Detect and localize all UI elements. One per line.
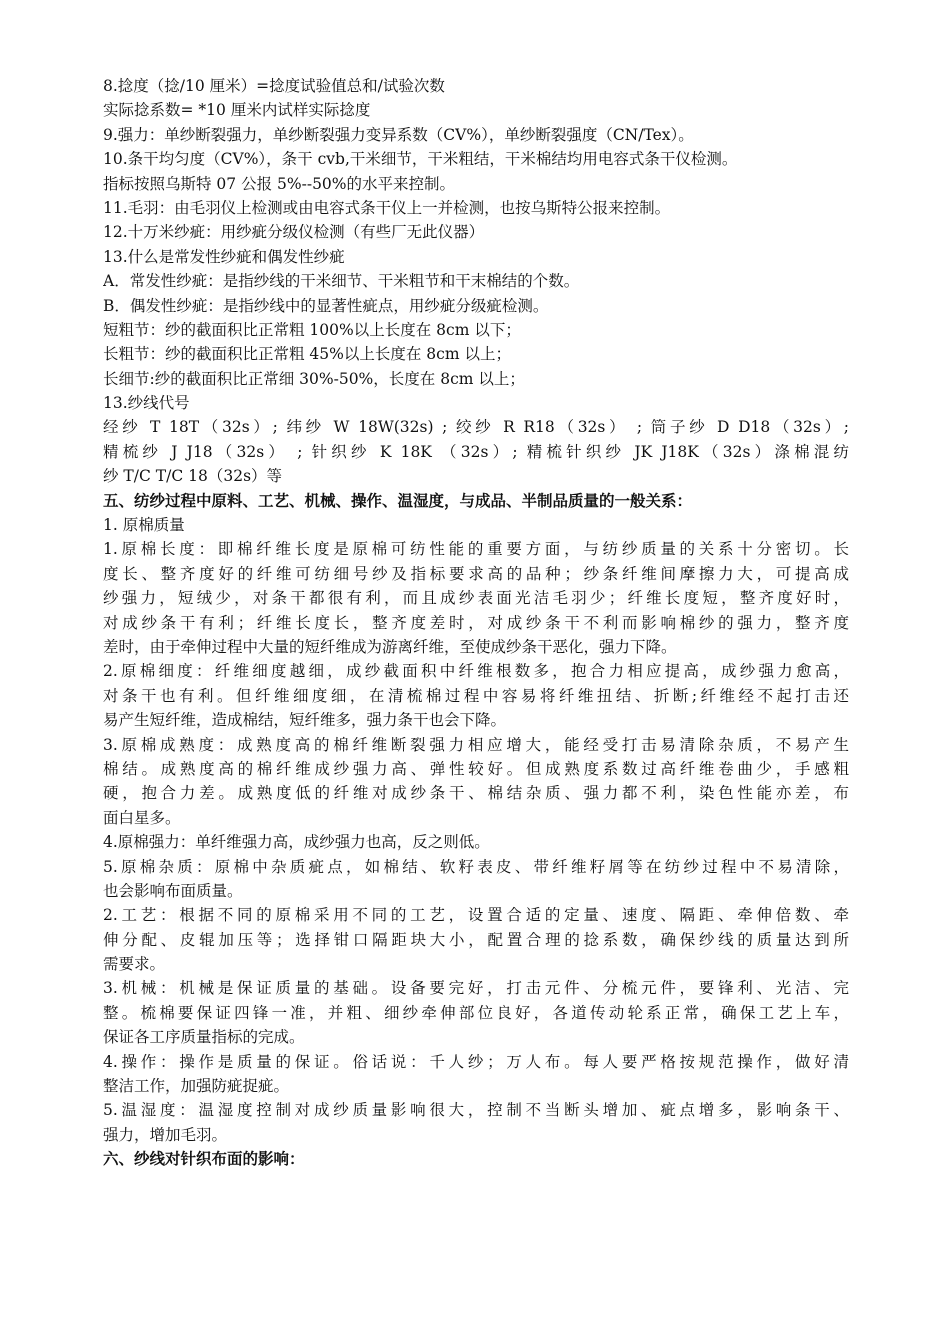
- text-line: 2.原棉细度：纤维细度越细，成纱截面积中纤维根数多，抱合力相应提高，成纱强力愈高，: [103, 662, 849, 681]
- text-line: 整洁工作，加强防疵捉疵。: [103, 1077, 290, 1096]
- text-line: 4.原棉强力：单纤维强力高，成纱强力也高，反之则低。: [103, 833, 490, 852]
- section-heading-5: 五、纺纱过程中原料、工艺、机械、操作、温湿度，与成品、半制品质量的一般关系：: [103, 490, 693, 510]
- paragraph-humidity: [103, 1098, 849, 1147]
- text-line: 易产生短纤维，造成棉结，短纤维多，强力条干也会下降。: [103, 711, 507, 730]
- text-line: 保证各工序质量指标的完成。: [103, 1028, 305, 1047]
- text-line: 5.原棉杂质：原棉中杂质疵点，如棉结、软籽表皮、带纤维籽屑等在纺纱过程中不易清除，: [103, 857, 849, 876]
- text-line: 面白星多。: [103, 808, 181, 827]
- text-line-evenness-cont: 指标按照乌斯特 07 公报 5%--50%的水平来控制。: [103, 174, 456, 193]
- text-line-fault-types-question: 13.什么是常发性纱疵和偶发性纱疵: [103, 247, 345, 266]
- text-line: 2.工艺：根据不同的原棉采用不同的工艺，设置合适的定量、速度、隔距、牵伸倍数、牵: [103, 906, 849, 925]
- text-line: 整。梳棉要保证四锋一准，并粗、细纱牵伸部位良好，各道传动轮系正常，确保工艺上车，: [103, 1003, 849, 1022]
- text-line-strength: 9.强力：单纱断裂强力，单纱断裂强力变异系数（CV%），单纱断裂强度（CN/Tex）。: [103, 125, 694, 144]
- list-top: [103, 74, 849, 415]
- text-line: 4.操作：操作是质量的保证。俗话说：千人纱；万人布。每人要严格按规范操作，做好清: [103, 1052, 849, 1071]
- text-line-twist-coefficient: 实际捻系数= *10 厘米内试样实际捻度: [103, 101, 371, 120]
- paragraph-yarn-codes: [103, 415, 849, 488]
- text-line: 对条干也有利。但纤维细度细，在清梳棉过程中容易将纤维扭结、折断;纤维经不起打击还: [103, 686, 849, 705]
- paragraph-operation: [103, 1050, 849, 1099]
- text-line-yarn-code-heading: 13.纱线代号: [103, 394, 190, 413]
- text-line: 硬，抱合力差。成熟度低的纤维对成纱条干、棉结杂质、强力都不利，染色性能亦差，布: [103, 784, 849, 803]
- subheading-raw-cotton-quality: 1. 原棉质量: [103, 516, 185, 535]
- text-line: 纱 T/C T/C 18（32s）等: [103, 467, 283, 486]
- text-line: 对成纱条干有利；纤维长度长，整齐度差时，对成纱条干不利而影响棉纱的强力，整齐度: [103, 613, 849, 632]
- text-line-hairiness: 11.毛羽：由毛羽仪上检测或由电容式条干仪上一并检测，也按乌斯特公报来控制。: [103, 198, 671, 217]
- text-line: 也会影响布面质量。: [103, 881, 243, 900]
- paragraph-impurities: [103, 855, 849, 904]
- paragraph-fiber-strength: [103, 830, 849, 854]
- text-line: 3.原棉成熟度：成熟度高的棉纤维断裂强力相应增大，能经受打击易清除杂质，不易产生: [103, 735, 849, 754]
- paragraph-fiber-maturity: [103, 733, 849, 831]
- text-line: 精梳纱 J J18（32s） ; 针织纱 K 18K （32s）; 精梳针织纱 JK J18K（32s）涤棉混纺: [103, 442, 849, 461]
- text-line-evenness: 10.条干均匀度（CV%），条干 cvb,干米细节，干米粗结，干米棉结均用电容式条干仪检测。: [103, 150, 738, 169]
- section-heading-6: 六、纱线对针织布面的影响：: [103, 1149, 305, 1169]
- paragraph-fiber-fineness: [103, 659, 849, 732]
- text-line-long-thick: 长粗节：纱的截面积比正常粗 45%以上长度在 8cm 以上；: [103, 345, 511, 364]
- text-line-yarn-faults: 12.十万米纱疵：用纱疵分级仪检测（有些厂无此仪器）: [103, 223, 485, 242]
- text-line: 强力，增加毛羽。: [103, 1125, 228, 1144]
- text-line: 5.温湿度：温湿度控制对成纱质量影响很大，控制不当断头增加、疵点增多，影响条干、: [103, 1101, 849, 1120]
- paragraph-process: [103, 903, 849, 976]
- text-line: 需要求。: [103, 955, 166, 974]
- text-line: 棉结。成熟度高的棉纤维成纱强力高、弹性较好。但成熟度系数过高纤维卷曲少，手感粗: [103, 759, 849, 778]
- text-line-occasional-faults: B．偶发性纱疵：是指纱线中的显著性疵点，用纱疵分级疵检测。: [103, 296, 549, 315]
- paragraph-fiber-length: [103, 537, 849, 659]
- text-line: 经纱 T 18T（32s）; 纬纱 W 18W(32s) ; 绞纱 R R18（32s） ; 筒子纱 D D18（32s）;: [103, 418, 849, 437]
- text-line: 差时，由于牵伸过程中大量的短纤维成为游离纤维，至使成纱条干恶化，强力下降。: [103, 637, 677, 656]
- text-line-short-thick: 短粗节：纱的截面积比正常粗 100%以上长度在 8cm 以下；: [103, 320, 521, 339]
- text-line: 度长、整齐度好的纤维可纺细号纱及指标要求高的品种；纱条纤维间摩擦力大，可提高成: [103, 564, 849, 583]
- text-line-twist: 8.捻度（捻/10 厘米）=捻度试验值总和/试验次数: [103, 77, 445, 95]
- text-line: 1.原棉长度：即棉纤维长度是原棉可纺性能的重要方面，与纺纱质量的关系十分密切。长: [103, 540, 849, 559]
- text-line-frequent-faults: A．常发性纱疵：是指纱线的干米细节、干米粗节和干末棉结的个数。: [103, 272, 580, 291]
- text-line-long-thin: 长细节:纱的截面积比正常细 30%-50%，长度在 8cm 以上；: [103, 369, 525, 388]
- paragraph-machinery: [103, 976, 849, 1049]
- text-line: 3.机械：机械是保证质量的基础。设备要完好，打击元件、分梳元件，要锋利、光洁、完: [103, 979, 849, 998]
- document-page: [103, 74, 849, 1172]
- text-line: 伸分配、皮辊加压等；选择钳口隔距块大小，配置合理的捻系数，确保纱线的质量达到所: [103, 930, 849, 949]
- text-line: 纱强力，短绒少，对条干都很有利，而且成纱表面光洁毛羽少；纤维长度短，整齐度好时，: [103, 589, 849, 608]
